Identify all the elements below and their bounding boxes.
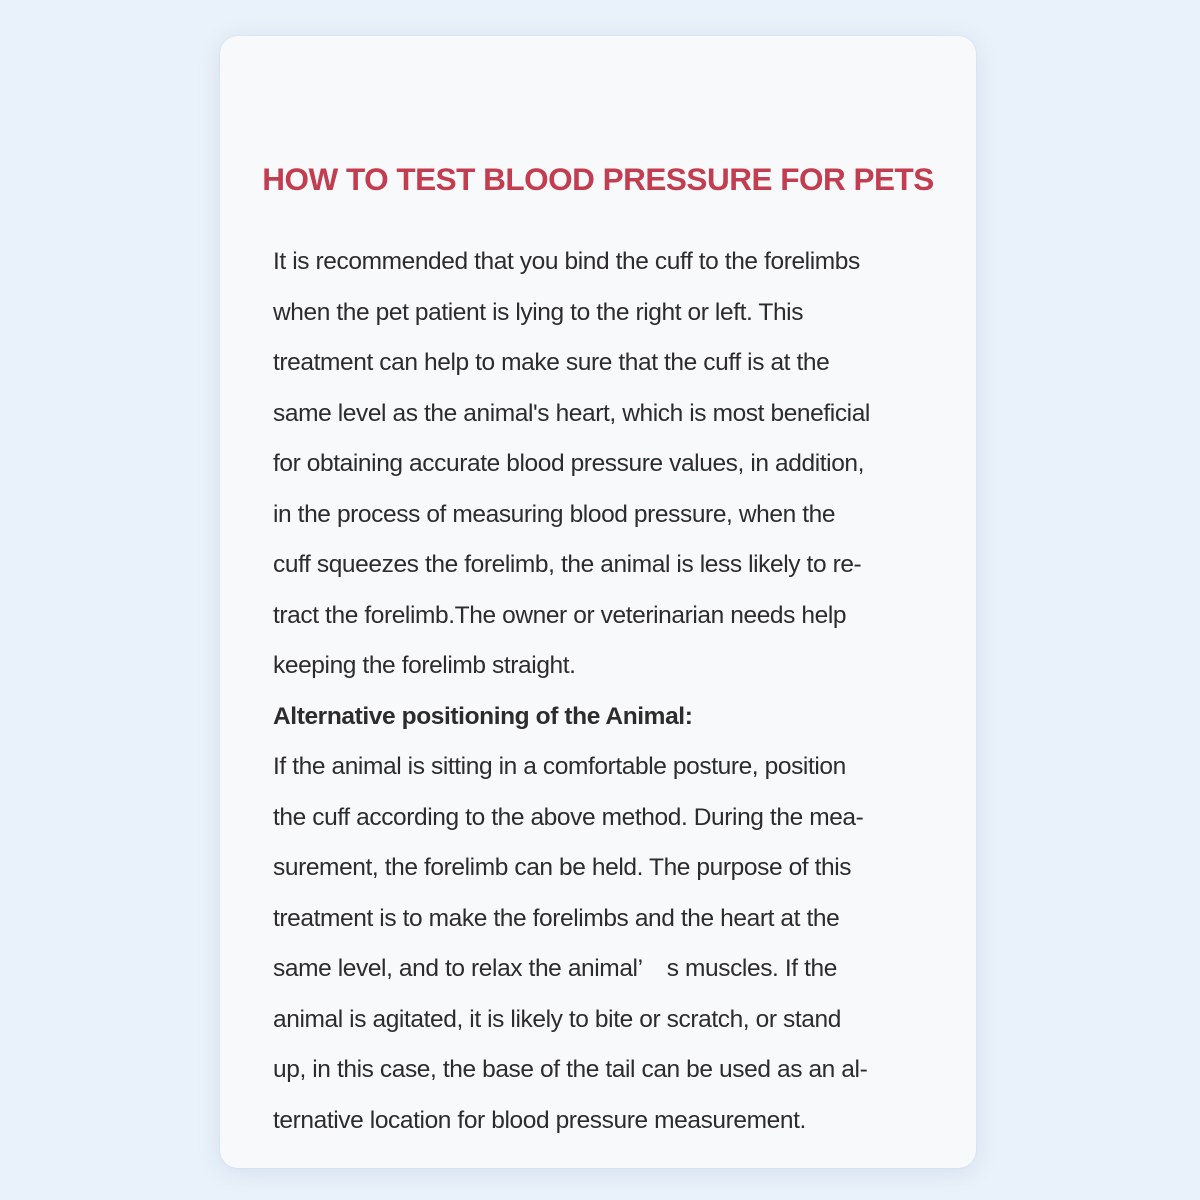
- paragraph-line: the cuff according to the above method. During the mea-: [273, 803, 864, 831]
- paragraph-line: in the process of measuring blood pressure, when the: [273, 500, 836, 528]
- paragraph-line: treatment is to make the forelimbs and the heart at the: [273, 904, 840, 932]
- paragraph-line: up, in this case, the base of the tail can be used as an al-: [273, 1056, 868, 1083]
- paragraph-line: ternative location for blood pressure measurement.: [273, 1106, 806, 1134]
- paragraph-line: It is recommended that you bind the cuff to the forelimbs: [273, 248, 860, 275]
- paragraph-line: when the pet patient is lying to the right or left. This: [273, 298, 804, 326]
- paragraph-line: If the animal is sitting in a comfortable posture, position: [273, 753, 846, 780]
- paragraph-line: same level as the animal's heart, which is most beneficial: [273, 399, 870, 427]
- paragraph-line: for obtaining accurate blood pressure values, in addition,: [273, 450, 865, 477]
- paragraph-line: same level, and to relax the animal’ s muscles. If the: [273, 955, 837, 982]
- info-card: [220, 36, 976, 1168]
- paragraph-line: cuff squeezes the forelimb, the animal is less likely to re-: [273, 551, 862, 578]
- paragraph-line: tract the forelimb.The owner or veterinarian needs help: [273, 601, 847, 629]
- paragraph-line: surement, the forelimb can be held. The purpose of this: [273, 854, 852, 881]
- paragraph-line: animal is agitated, it is likely to bite or scratch, or stand: [273, 1005, 841, 1033]
- paragraph-line: keeping the forelimb straight.: [273, 652, 576, 679]
- article-body: [273, 237, 943, 1146]
- page-title: HOW TO TEST BLOOD PRESSURE FOR PETS: [262, 161, 934, 197]
- section-subheading: Alternative positioning of the Animal:: [273, 702, 693, 730]
- paragraph-line: treatment can help to make sure that the cuff is at the: [273, 349, 830, 376]
